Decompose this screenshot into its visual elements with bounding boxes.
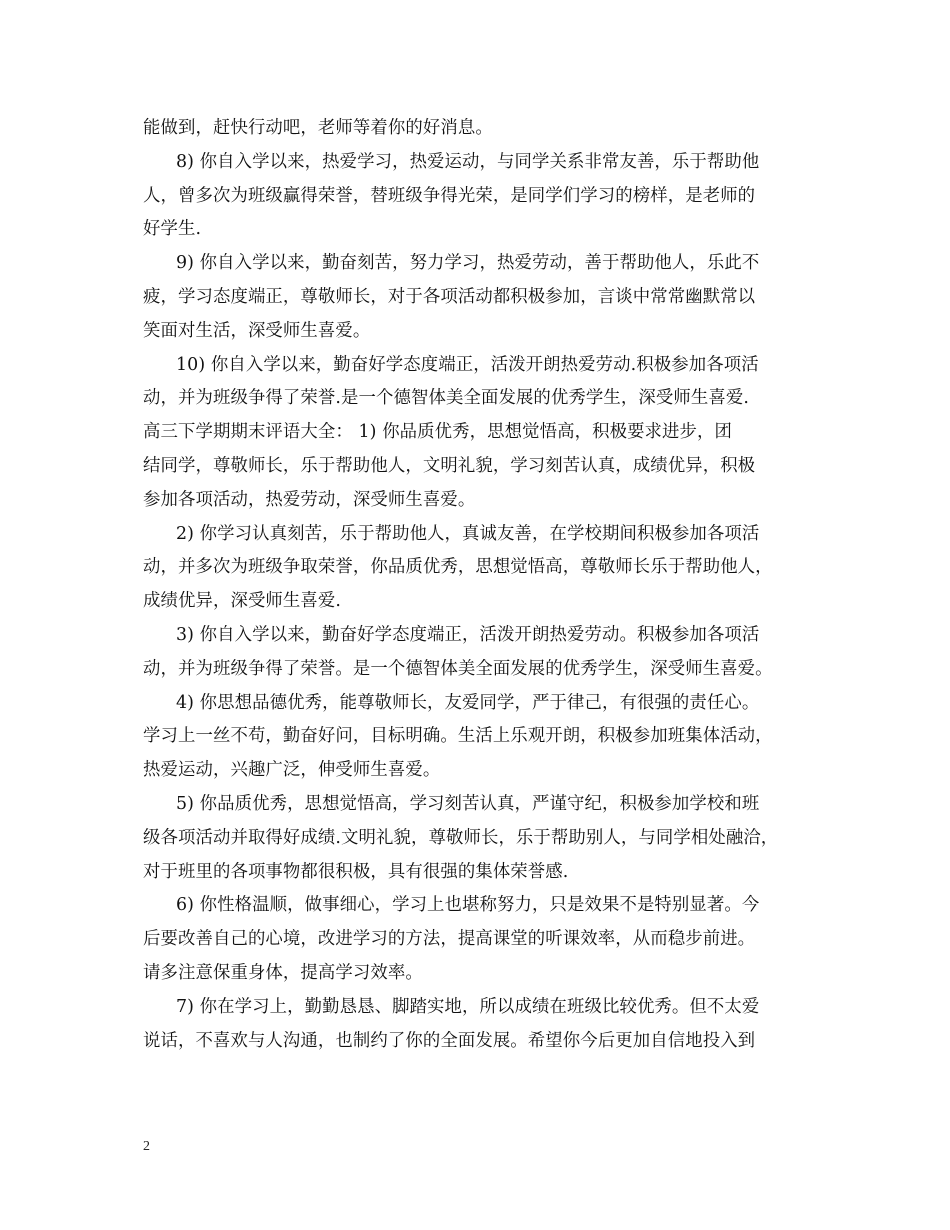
text-line: 9) 你自入学以来，勤奋刻苦，努力学习，热爱劳动，善于帮助他人，乐此不 [176,253,760,274]
text-line: 10) 你自入学以来，勤奋好学态度端正，活泼开朗热爱劳动.积极参加各项活 [176,354,759,375]
text-line: 高三下学期期末评语大全： 1) 你品质优秀，思想觉悟高，积极要求进步，团 [143,422,733,443]
text-line: 动，并多次为班级争取荣誉，你品质优秀，思想觉悟高，尊敬师长乐于帮助他人， [143,557,773,578]
text-line: 成绩优异，深受师生喜爱. [143,591,342,612]
text-line: 说话，不喜欢与人沟通，也制约了你的全面发展。希望你今后更加自信地投入到 [143,1030,756,1051]
text-line: 7) 你在学习上，勤勤恳恳、脚踏实地，所以成绩在班级比较优秀。但不太爱 [176,996,760,1017]
text-line: 学习上一丝不苟，勤奋好问，目标明确。生活上乐观开朗，积极参加班集体活动， [143,726,773,747]
text-line: 5) 你品质优秀，思想觉悟高，学习刻苦认真，严谨守纪，积极参加学校和班 [176,793,760,814]
text-line: 好学生. [143,219,202,240]
text-line: 结同学，尊敬师长，乐于帮助他人，文明礼貌，学习刻苦认真，成绩优异，积极 [143,455,756,476]
text-line: 热爱运动，兴趣广泛，伸受师生喜爱。 [143,760,441,781]
text-line: 人，曾多次为班级赢得荣誉，替班级争得光荣，是同学们学习的榜样，是老师的 [143,185,756,206]
text-line: 8) 你自入学以来，热爱学习，热爱运动，与同学关系非常友善，乐于帮助他 [176,151,760,172]
text-line: 对于班里的各项事物都很积极，具有很强的集体荣誉感. [143,861,569,882]
text-line: 级各项活动并取得好成绩.文明礼貌，尊敬师长，乐于帮助别人，与同学相处融洽， [143,827,779,848]
text-line: 后要改善自己的心境，改进学习的方法，提高课堂的听课效率，从而稳步前进。 [143,929,756,950]
text-line: 参加各项活动，热爱劳动，深受师生喜爱。 [143,489,476,510]
text-line: 能做到，赶快行动吧，老师等着你的好消息。 [143,118,493,138]
document-body [143,112,823,1058]
text-line: 请多注意保重身体，提高学习效率。 [143,962,423,983]
text-line: 3) 你自入学以来，勤奋好学态度端正，活泼开朗热爱劳动。积极参加各项活 [176,624,760,645]
text-line: 4) 你思想品德优秀，能尊敬师长，友爱同学，严于律己，有很强的责任心。 [176,692,760,713]
text-line: 笑面对生活，深受师生喜爱。 [143,320,371,341]
text-line: 2) 你学习认真刻苦，乐于帮助他人，真诚友善，在学校期间积极参加各项活 [176,523,760,544]
text-line: 动，并为班级争得了荣誉.是一个德智体美全面发展的优秀学生，深受师生喜爱. [143,388,749,409]
text-line: 疲，学习态度端正，尊敬师长，对于各项活动都积极参加，言谈中常常幽默常以 [143,286,756,307]
text-line: 6) 你性格温顺，做事细心，学习上也堪称努力，只是效果不是特别显著。今 [176,895,760,916]
page-number: 2 [143,1139,150,1154]
text-line: 动，并为班级争得了荣誉。是一个德智体美全面发展的优秀学生，深受师生喜爱。 [143,658,773,679]
